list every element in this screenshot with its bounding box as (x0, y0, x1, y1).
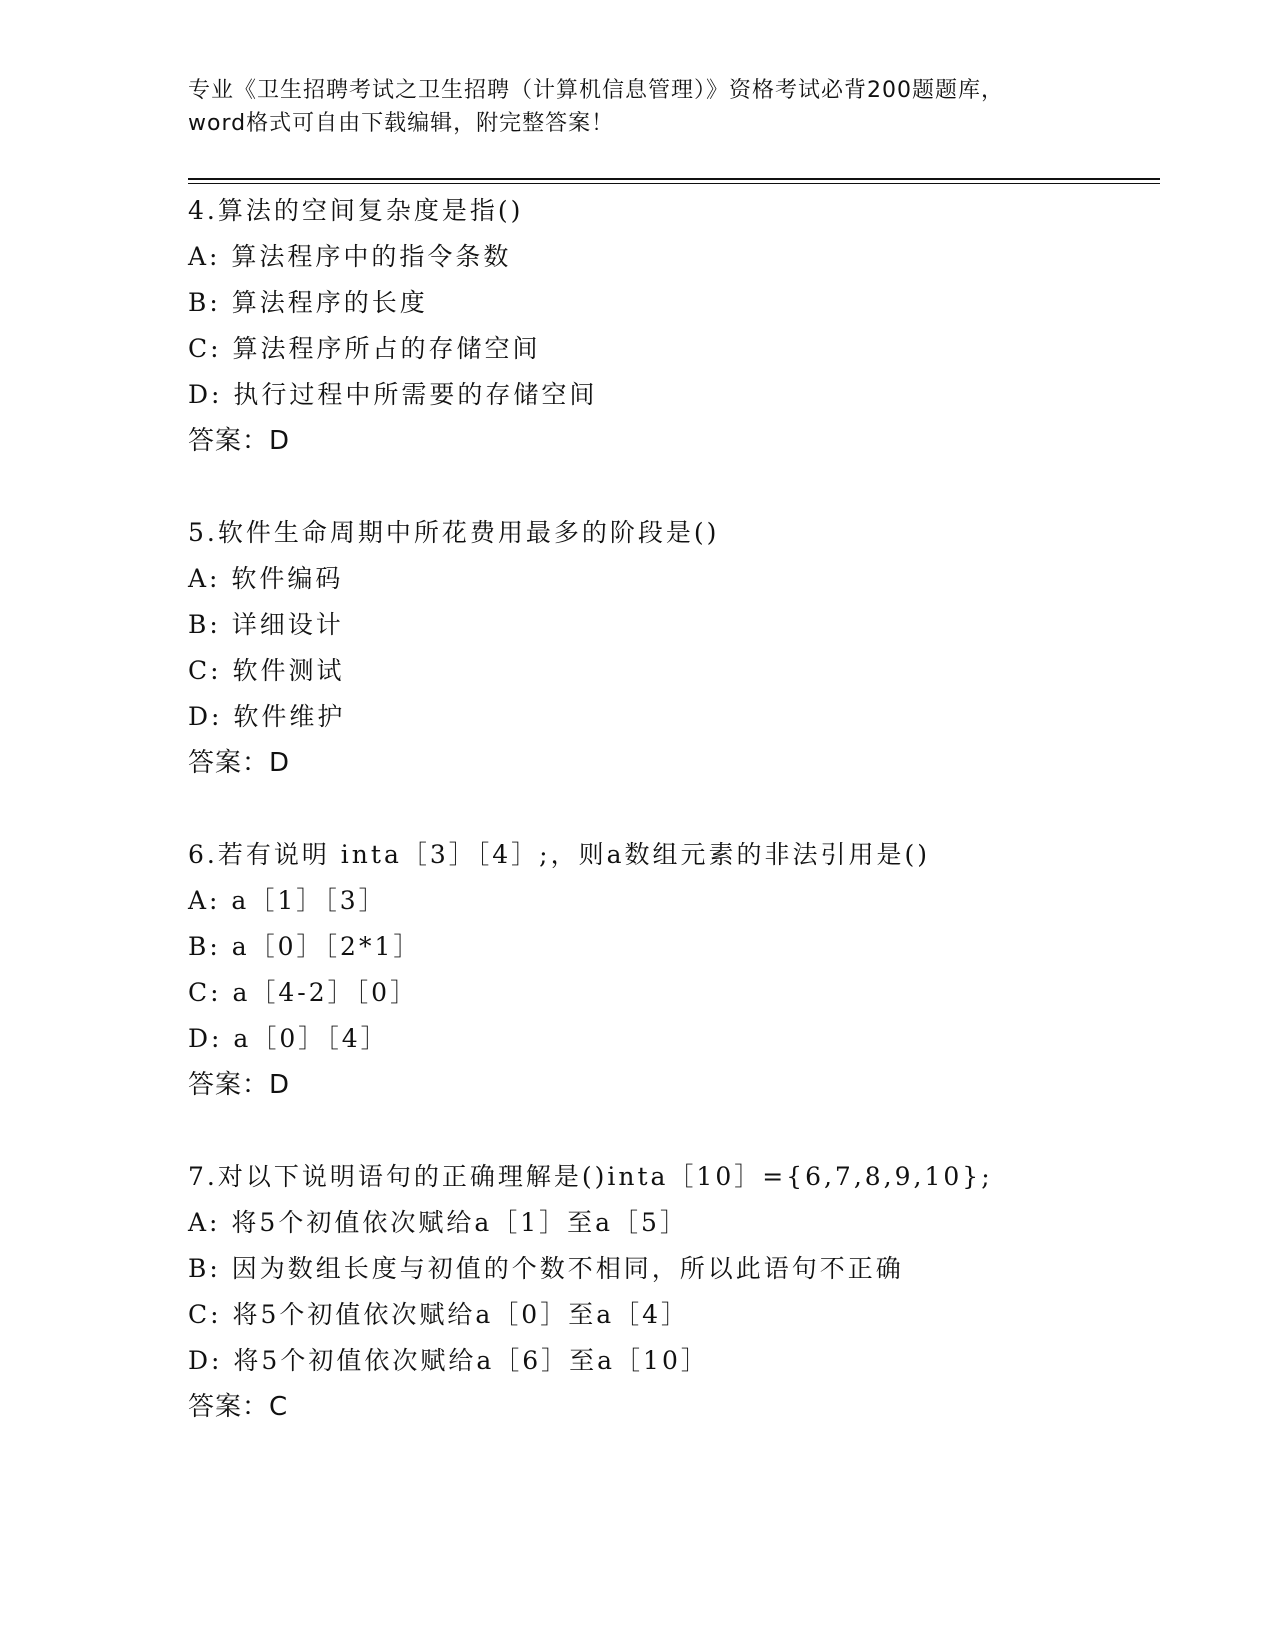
answer-line: 答案：D (188, 1070, 291, 1100)
option-c: C: 算法程序所占的存储空间 (188, 334, 541, 363)
header-line-1: 专业《卫生招聘考试之卫生招聘（计算机信息管理）》资格考试必背200题题库， (188, 78, 1004, 103)
option-d: D: a［0］［4］ (188, 1024, 389, 1053)
question-block (188, 510, 1188, 786)
option-b: B: 因为数组长度与初值的个数不相同，所以此语句不正确 (188, 1254, 904, 1283)
question-block (188, 188, 1188, 464)
header-divider-thin (188, 183, 1160, 184)
answer-line: 答案：D (188, 748, 291, 778)
option-d: D: 将5个初值依次赋给a［6］至a［10］ (188, 1346, 709, 1375)
document-header (188, 74, 1088, 140)
option-a: A: a［1］［3］ (188, 886, 387, 915)
answer-line: 答案：D (188, 426, 291, 456)
option-b: B: a［0］［2*1］ (188, 932, 422, 961)
header-divider-thick (188, 178, 1160, 180)
question-block (188, 832, 1188, 1108)
option-a: A: 软件编码 (188, 564, 344, 593)
question-stem: 7.对以下说明语句的正确理解是()inta［10］={6,7,8,9,10}; (188, 1162, 993, 1191)
option-b: B: 详细设计 (188, 610, 344, 639)
question-stem: 4.算法的空间复杂度是指() (188, 196, 524, 225)
option-c: C: a［4-2］［0］ (188, 978, 419, 1007)
option-c: C: 软件测试 (188, 656, 345, 685)
question-stem: 5.软件生命周期中所花费用最多的阶段是() (188, 518, 720, 547)
header-line-2: word格式可自由下载编辑，附完整答案！ (188, 111, 615, 136)
answer-line: 答案：C (188, 1392, 289, 1422)
option-d: D: 执行过程中所需要的存储空间 (188, 380, 598, 409)
option-b: B: 算法程序的长度 (188, 288, 428, 317)
option-c: C: 将5个初值依次赋给a［0］至a［4］ (188, 1300, 690, 1329)
question-stem: 6.若有说明 inta［3］［4］;，则a数组元素的非法引用是() (188, 840, 930, 869)
option-a: A: 算法程序中的指令条数 (188, 242, 512, 271)
question-block (188, 1154, 1188, 1430)
option-d: D: 软件维护 (188, 702, 346, 731)
option-a: A: 将5个初值依次赋给a［1］至a［5］ (188, 1208, 688, 1237)
